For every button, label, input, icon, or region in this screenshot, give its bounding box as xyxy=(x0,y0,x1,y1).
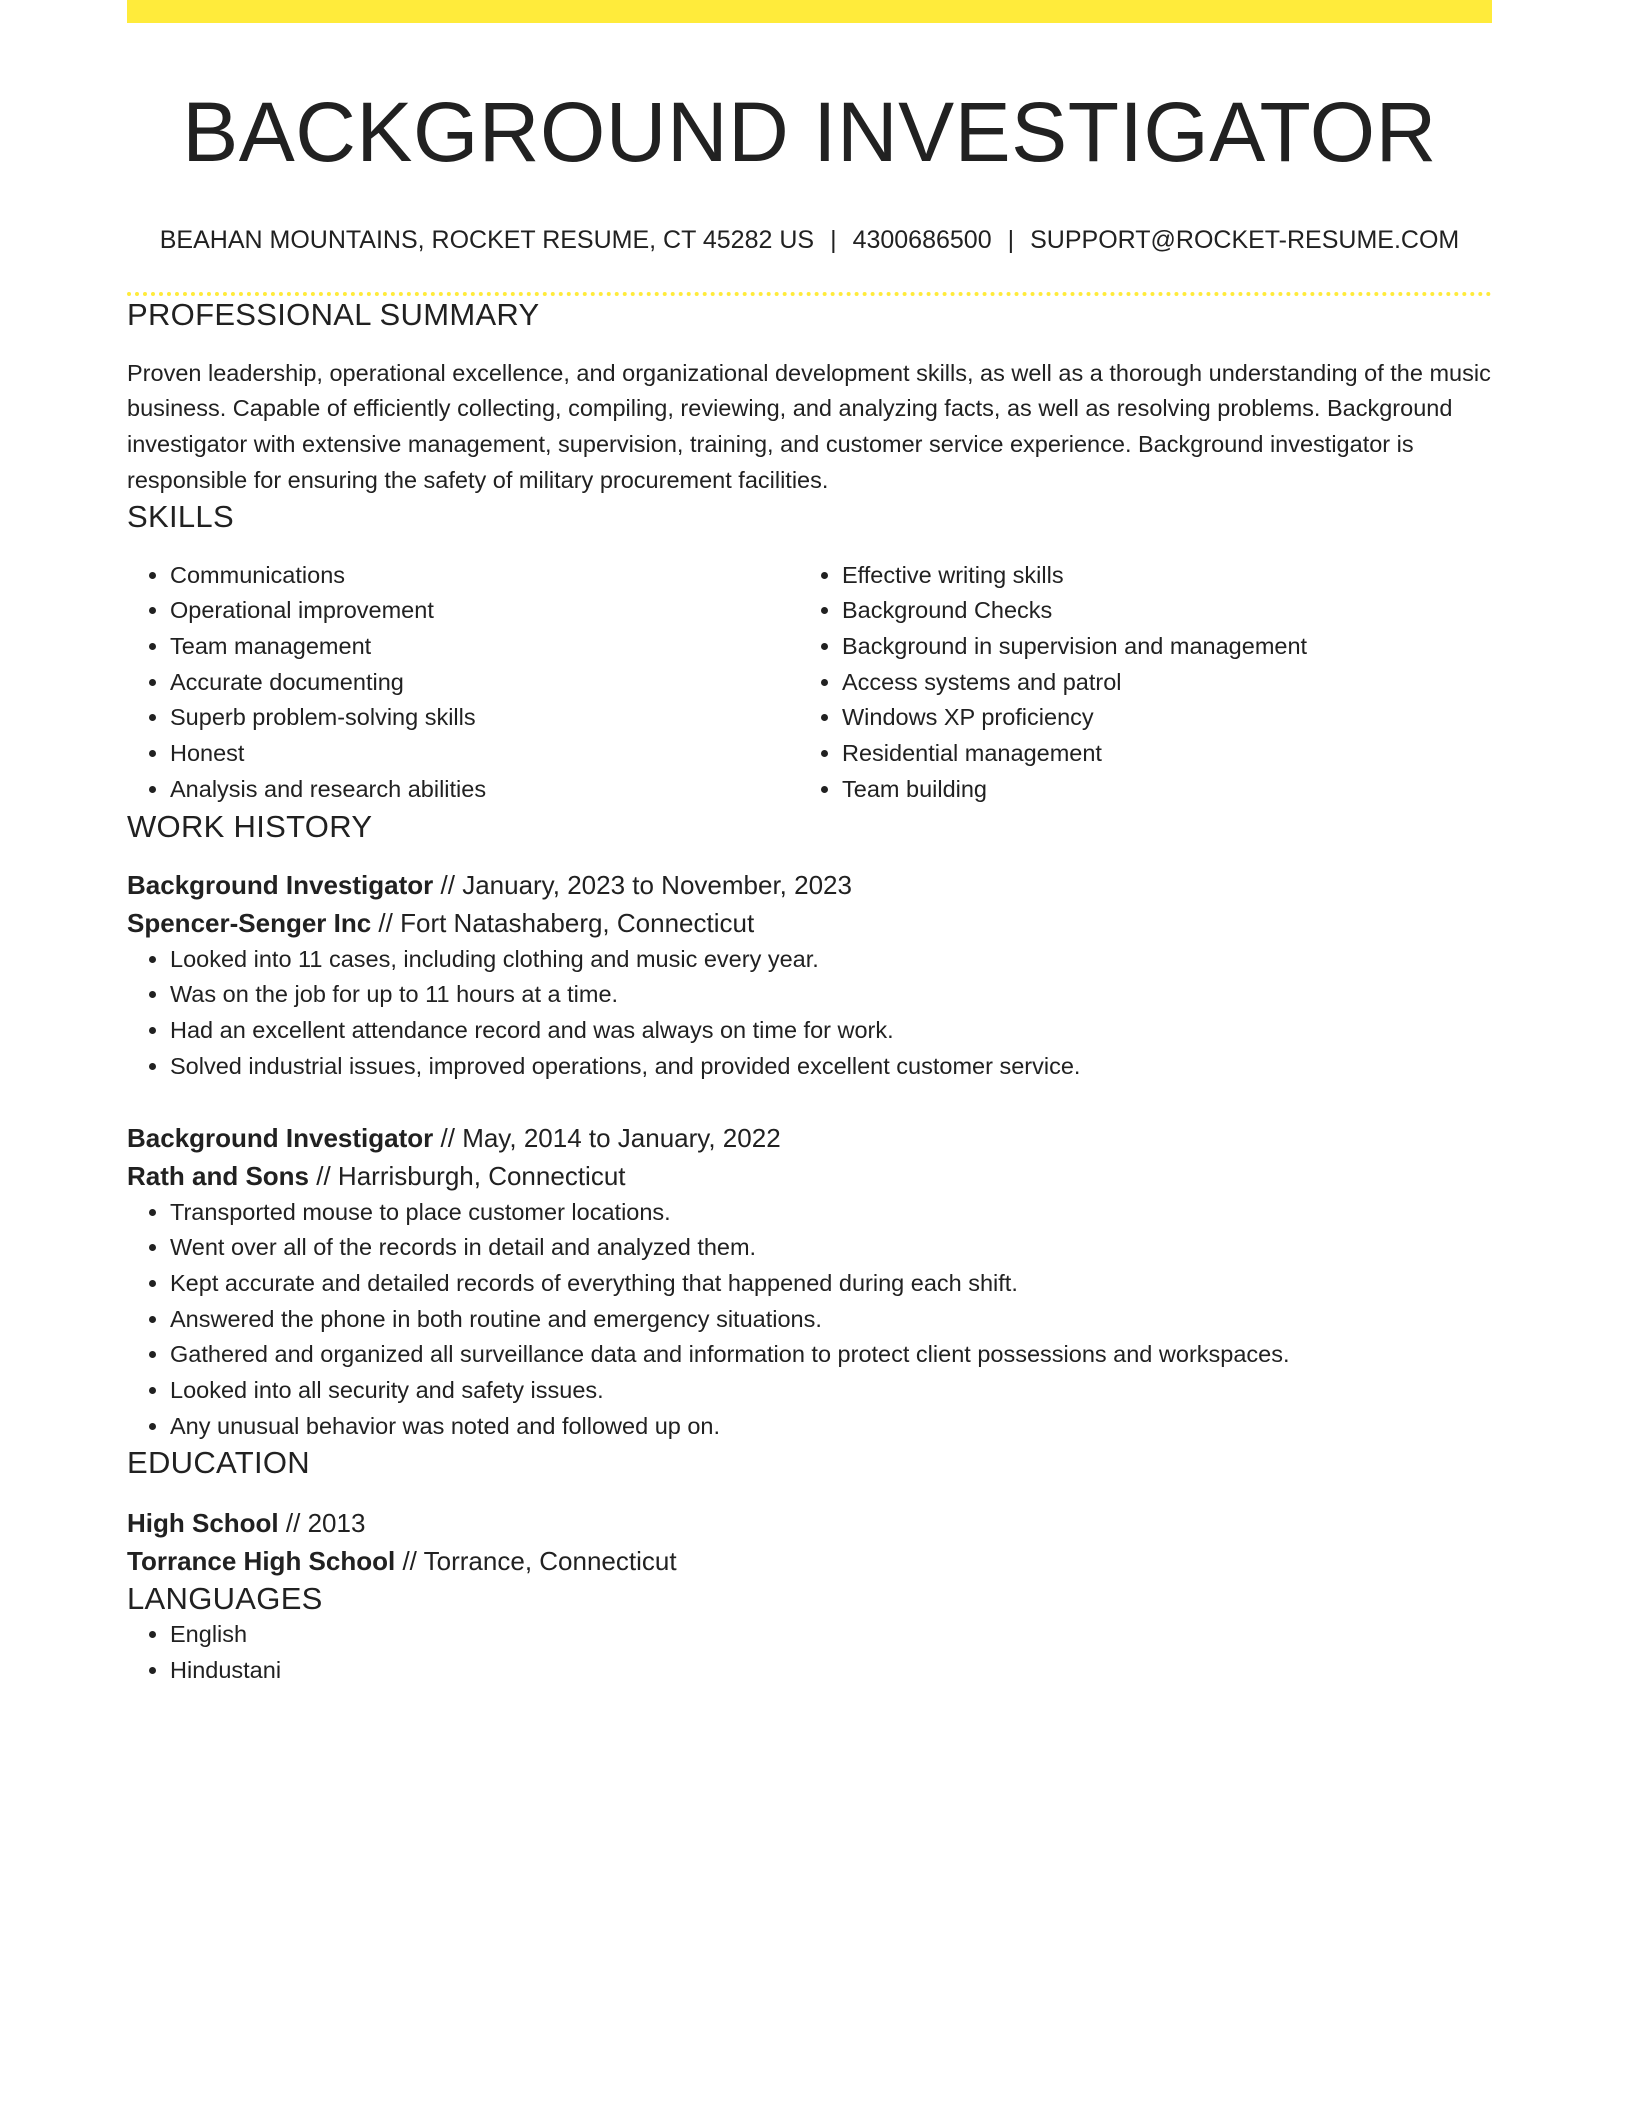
job-dates: January, 2023 to November, 2023 xyxy=(462,869,852,900)
resume-page xyxy=(127,0,1492,1688)
job-location: Fort Natashaberg, Connecticut xyxy=(400,907,755,938)
education-location: Torrance, Connecticut xyxy=(423,1545,677,1576)
field-separator: // xyxy=(371,907,401,938)
job-title-line xyxy=(127,1119,1492,1157)
skills-grid xyxy=(127,558,1492,808)
job-entry xyxy=(127,1119,1492,1445)
job-bullet: • Gathered and organized all surveillance data and information to protect client possessions and workspaces. xyxy=(170,1337,1492,1373)
job-company: Spencer-Senger Inc xyxy=(127,907,372,938)
skills-heading: SKILLS xyxy=(127,499,234,535)
language-item: • English xyxy=(170,1617,1492,1653)
job-title: Background Investigator xyxy=(127,1122,434,1153)
languages-list xyxy=(127,1617,1492,1688)
job-bullets xyxy=(127,1195,1492,1445)
job-entry xyxy=(127,866,1492,1085)
contact-address: BEAHAN MOUNTAINS, ROCKET RESUME, CT 45282 US xyxy=(159,226,815,255)
education-degree-line xyxy=(127,1504,1492,1542)
skills-right-column xyxy=(799,558,1471,808)
accent-top-bar xyxy=(127,0,1492,23)
contact-phone: 4300686500 xyxy=(852,226,992,255)
contact-email: SUPPORT@ROCKET-RESUME.COM xyxy=(1030,226,1460,255)
education-heading: EDUCATION xyxy=(127,1445,310,1481)
job-company-line xyxy=(127,1157,1492,1195)
skill-item: • Team building xyxy=(842,772,1471,808)
languages-heading: LANGUAGES xyxy=(127,1580,323,1616)
job-bullet: • Had an excellent attendance record and was always on time for work. xyxy=(170,1013,1492,1049)
field-separator: // xyxy=(433,1122,463,1153)
summary-text: Proven leadership, operational excellence, and organizational development skills, as well as a thorough understanding of the music business. Capable of efficiently collecting, compiling, reviewing, and analyzing facts, as well as resolving problems. Background investigator with extensive management, supervision, training, and customer service experience. Background investigator is responsible for ensuring the safety of military procurement facilities. xyxy=(127,359,1491,493)
skill-item: • Operational improvement xyxy=(170,593,799,629)
job-bullet: • Looked into 11 cases, including clothing and music every year. xyxy=(170,942,1492,978)
field-separator: // xyxy=(309,1160,338,1191)
skill-item: • Windows XP proficiency xyxy=(842,700,1471,736)
contact-line xyxy=(127,225,1492,255)
education-degree: High School xyxy=(127,1507,279,1538)
skill-item: • Residential management xyxy=(842,736,1471,772)
education-year: 2013 xyxy=(307,1507,366,1538)
job-title: Background Investigator xyxy=(127,869,434,900)
job-bullet: • Kept accurate and detailed records of everything that happened during each shift. xyxy=(170,1266,1492,1302)
skills-left-column xyxy=(127,558,799,808)
field-separator: // xyxy=(395,1545,424,1576)
job-company: Rath and Sons xyxy=(127,1160,310,1191)
job-bullet: • Looked into all security and safety issues. xyxy=(170,1373,1492,1409)
job-bullet: • Any unusual behavior was noted and followed up on. xyxy=(170,1409,1492,1445)
summary-heading: PROFESSIONAL SUMMARY xyxy=(127,297,540,333)
skill-item: • Honest xyxy=(170,736,799,772)
skill-item: • Team management xyxy=(170,629,799,665)
education-school: Torrance High School xyxy=(127,1545,396,1576)
job-company-line xyxy=(127,904,1492,942)
contact-separator: | xyxy=(1007,226,1015,255)
candidate-name: BACKGROUND INVESTIGATOR xyxy=(182,85,1437,179)
skill-item: • Superb problem-solving skills xyxy=(170,700,799,736)
contact-separator: | xyxy=(830,226,837,255)
job-bullet: • Went over all of the records in detail and analyzed them. xyxy=(170,1230,1492,1266)
skill-item: • Background in supervision and management xyxy=(842,629,1471,665)
job-bullet: • Was on the job for up to 11 hours at a time. xyxy=(170,977,1492,1013)
skill-item: • Communications xyxy=(170,558,799,594)
field-separator: // xyxy=(278,1507,308,1538)
skill-item: • Effective writing skills xyxy=(842,558,1471,594)
language-item: • Hindustani xyxy=(170,1653,1492,1689)
job-title-line xyxy=(127,866,1492,904)
skill-item: • Access systems and patrol xyxy=(842,665,1471,701)
field-separator: // xyxy=(433,869,463,900)
skill-item: • Analysis and research abilities xyxy=(170,772,799,808)
work-history-heading: WORK HISTORY xyxy=(127,808,373,844)
job-bullets xyxy=(127,942,1492,1085)
job-dates: May, 2014 to January, 2022 xyxy=(462,1122,781,1153)
skill-item: • Accurate documenting xyxy=(170,665,799,701)
job-location: Harrisburgh, Connecticut xyxy=(337,1160,626,1191)
job-bullet: • Transported mouse to place customer locations. xyxy=(170,1195,1492,1231)
skill-item: • Background Checks xyxy=(842,593,1471,629)
job-bullet: • Answered the phone in both routine and emergency situations. xyxy=(170,1302,1492,1338)
education-school-line xyxy=(127,1542,1492,1580)
job-bullet: • Solved industrial issues, improved operations, and provided excellent customer service. xyxy=(170,1049,1492,1085)
